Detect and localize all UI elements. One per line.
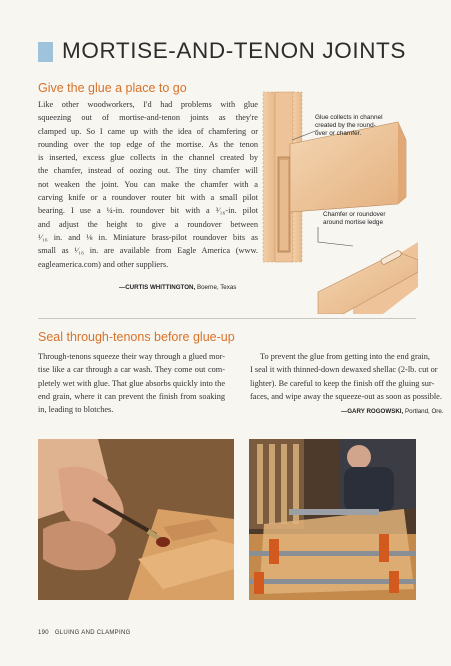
credit-name: —CURTIS WHITTINGTON, xyxy=(119,284,196,291)
section2-line: end grain, where it can prevent the finish from soaking xyxy=(38,391,225,401)
section2-line: faces, and wipe away the squeeze-out as soon as possible. xyxy=(250,391,442,401)
section2-line: in, leading to blotches. xyxy=(38,405,114,415)
photo-sealing-tenon xyxy=(38,439,234,600)
credit-place: Portland, Ore. xyxy=(404,408,444,415)
credit-place: Boerne, Texas xyxy=(196,284,237,291)
section1-line: the chamfer, instead of oozing out. The tiny chamfer will xyxy=(38,166,258,176)
callout-line: created by the round- xyxy=(315,122,376,130)
footer-section: GLUING AND CLAMPING xyxy=(54,630,131,636)
callout-line: Glue collects in channel xyxy=(315,114,383,121)
credit-name: —GARY ROGOWSKI, xyxy=(341,408,404,415)
section1-credit xyxy=(119,284,236,291)
section1-heading: Give the glue a place to go xyxy=(38,81,187,95)
section1-line: is inserted, excess glue collects in the channel created by xyxy=(38,153,258,163)
section1-line: Like other woodworkers, I'd had problems with glue xyxy=(38,100,258,109)
section1-line: small as ¹⁄₁₆ in. are available from Eagle America (www. xyxy=(38,246,258,256)
photo-clamping-assembly xyxy=(249,439,416,600)
section2-credit xyxy=(341,408,444,415)
section2-line: tise like a car through a car wash. They come out com- xyxy=(38,365,225,375)
callout-glue-channel xyxy=(315,114,383,139)
section1-line: rounding over the top edge of the mortise. As the tenon xyxy=(38,139,258,149)
section2-heading: Seal through-tenons before glue-up xyxy=(38,330,235,344)
title-accent-bar xyxy=(38,42,53,62)
section1-body xyxy=(38,98,258,271)
callout-line: Chamfer or roundover xyxy=(323,211,386,218)
section1-line: bearing. I use a ¼-in. roundover bit with a ³⁄₁₆-in. pilot xyxy=(38,206,258,216)
section2-line: Through-tenons squeeze their way through a glued mor- xyxy=(38,352,225,361)
callout2-leader xyxy=(318,227,353,246)
section-divider xyxy=(38,318,416,319)
callout-line: over or chamfer. xyxy=(315,130,362,138)
section2-line: lighter). Be careful to keep the finish off the gluing sur- xyxy=(250,378,435,388)
section2-col1 xyxy=(38,350,225,416)
page-title: MORTISE-AND-TENON JOINTS xyxy=(62,38,406,63)
callout-chamfer xyxy=(323,211,386,227)
section2-line: pletely wet with glue. That glue absorbs quickly into the xyxy=(38,378,225,388)
section1-line: carving knife or a roundover router bit with a small pilot xyxy=(38,193,258,203)
section1-line: squeezing out of mortise-and-tenon joints as they're xyxy=(38,113,258,123)
section2-line: To prevent the glue from getting into the end grain, xyxy=(260,352,430,361)
section1-line: eagleamerica.com) and other suppliers. xyxy=(38,259,169,269)
section1-line: ¹⁄₁₆ in. and ⅛ in. Miniature brass-pilot roundover bits as xyxy=(38,232,258,242)
section2-line: I seal it with thinned-down dewaxed shellac (2-lb. cut or xyxy=(250,365,438,375)
section2-col2 xyxy=(250,350,442,403)
section1-line: clamped up. So I came up with the idea of chamfering or xyxy=(38,126,258,136)
page-footer xyxy=(38,630,131,636)
section1-line: and adjust the height to give a roundover between xyxy=(38,219,258,229)
callout-line: around mortise ledge xyxy=(323,219,384,227)
section1-line: not weaken the joint. You can make the chamfer with a xyxy=(38,179,258,189)
page-number: 190 xyxy=(38,630,49,636)
mortise-board xyxy=(318,242,418,314)
